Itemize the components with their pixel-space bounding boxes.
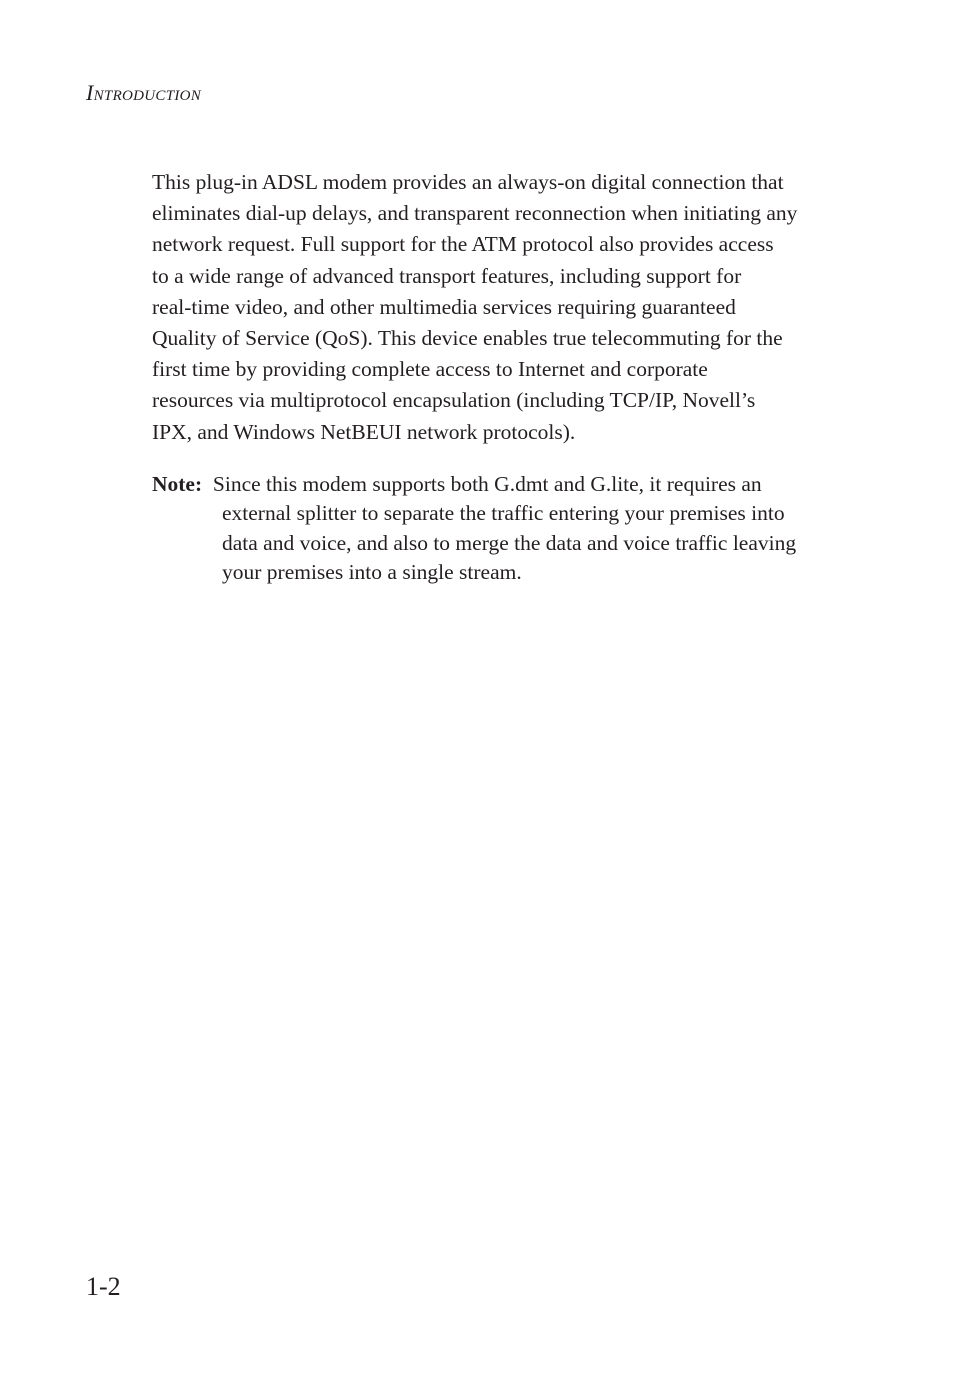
paragraph-line: to a wide range of advanced transport features, including support for (152, 263, 742, 288)
note-line: your premises into a single stream. (222, 559, 522, 584)
body-paragraph (152, 167, 852, 448)
paragraph-line: real-time video, and other multimedia services requiring guaranteed (152, 294, 736, 319)
paragraph-line: Quality of Service (QoS). This device enables true telecommuting for the (152, 326, 783, 351)
note-label: Note: (152, 472, 203, 496)
note-line: Since this modem supports both G.dmt and G.lite, it requires an (212, 472, 762, 496)
paragraph-line: first time by providing complete access to Internet and corporate (152, 357, 708, 382)
paragraph-line: network request. Full support for the ATM protocol also provides access (152, 232, 774, 257)
note-line: external splitter to separate the traffic entering your premises into (222, 501, 785, 526)
note-line: data and voice, and also to merge the data and voice traffic leaving (222, 530, 797, 555)
paragraph-line: resources via multiprotocol encapsulation (including TCP/IP, Novell’s (152, 388, 756, 413)
running-header: Introduction (86, 80, 202, 105)
note-first-line (152, 470, 852, 499)
paragraph-line: This plug-in ADSL modem provides an always-on digital connection that (152, 170, 784, 194)
paragraph-line: eliminates dial-up delays, and transparent reconnection when initiating any (152, 201, 798, 226)
note-block (152, 470, 852, 587)
paragraph-line: IPX, and Windows NetBEUI network protocols). (152, 419, 576, 444)
page-number: 1-2 (86, 1272, 121, 1301)
